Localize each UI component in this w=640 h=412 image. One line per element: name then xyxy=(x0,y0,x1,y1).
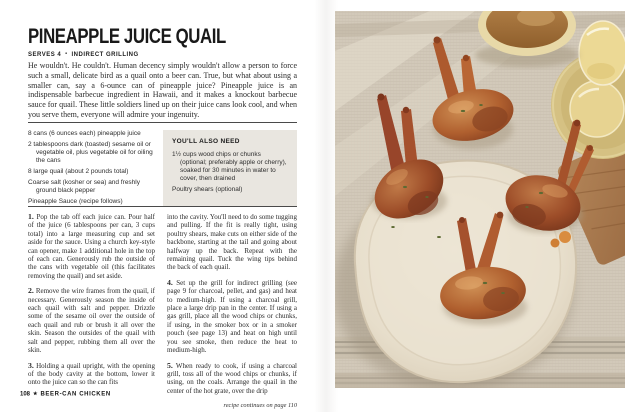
step-number: 3. xyxy=(28,360,34,370)
step-text: When ready to cook, if using a charcoal grill, toss all of the wood chips or chunks, if using, on the coals. Arrange the quail in the center of the hot grate, over the drip xyxy=(167,361,297,395)
step-text: Holding a quail upright, with the opening of the body cavity at the bottom, lower it onto the juice can so the can fits xyxy=(28,361,156,387)
ingredient-item: Coarse salt (kosher or sea) and freshly ground black pepper xyxy=(28,179,140,194)
step-text: Pop the tab off each juice can. Pour half of the juice (6 tablespoons per can, 3 cups total) into a large measuring cup and set aside for the sauce. Using a church key-style can opener, make 1 additional hole in the top of each can. Generously rub the outside of the cans with vegetable oil (this facilitates removing the quail) and set aside. xyxy=(28,213,156,280)
step-text: Set up the grill for indirect grilling (see page 9 for charcoal, pellet, and gas) and heat to medium-high. If using a charcoal grill, place a large drip pan in the center. If using a gas grill, place all the wood chips or chunks, if using, in the smoker box or in a smoker pouch (see page 13) and heat on high until you see smoke, then reduce the heat to medium-high. xyxy=(167,278,297,355)
bullet-separator-icon: • xyxy=(65,51,68,57)
steps-column-1 xyxy=(28,213,155,394)
serving-line xyxy=(28,51,139,58)
star-icon: ★ xyxy=(33,391,38,397)
step-text: Remove the wire frames from the quail, if necessary. Generously season the inside of each quail with salt and pepper. Drizzle some of the sesame oil over the outside of each quail and rub or brush it all over the skin. Season the outsides of the quail with salt and pepper, rubbing them all over the skin. xyxy=(28,287,156,355)
step-number: 2. xyxy=(28,286,34,296)
book-title: BEER-CAN CHICKEN xyxy=(40,391,111,398)
step-4 xyxy=(167,279,297,355)
ingredient-list xyxy=(28,130,156,209)
divider-top xyxy=(28,122,297,123)
quail-photo xyxy=(335,11,625,388)
sauce-bowl xyxy=(475,11,579,67)
ingredient-item: 2 tablespoons dark (toasted) sesame oil or vegetable oil, plus vegetable oil for oiling the cans xyxy=(28,141,153,164)
recipe-continues-note: recipe continues on page 110 xyxy=(223,402,297,410)
step-text: into the cavity. You'll need to do some tugging and pulling. If the fit is really tight, using poultry shears, make cuts on either side of the backbone, starting at the tail and going about halfway up the back. Repeat with the remaining quail. Tuck the wing tips behind the back of each quail. xyxy=(167,213,297,272)
serves-label: SERVES 4 xyxy=(28,52,62,58)
ingredient-item: 8 cans (6 ounces each) pineapple juice xyxy=(28,130,141,137)
intro-paragraph: He wouldn't. He couldn't. Human decency simply wouldn't allow a person to force such a small, delicate bird as a quail onto a beer can. True, but what about using a smaller can, say a 6-ounce can of pineapple juice? Pineapple juice is an indispensable barbecue ingredient in Hawaii, and it makes a knockout barbecue sauce for quail. These little soldiers lined up on their juice cans look cool, and when you serve them, everyone will admire your ingenuity. xyxy=(28,61,297,119)
step-1 xyxy=(28,213,155,280)
step-3 xyxy=(28,362,155,387)
step-5 xyxy=(167,362,297,396)
step-number: 5. xyxy=(167,360,173,370)
step-2 xyxy=(28,287,155,354)
quail-photo-svg xyxy=(335,11,625,388)
recipe-title: PINEAPPLE JUICE QUAIL xyxy=(28,25,226,48)
ingredient-item: 8 large quail (about 2 pounds total) xyxy=(28,168,129,175)
page-number: 108 xyxy=(20,391,31,398)
ingredient-item: Pineapple Sauce (recipe follows) xyxy=(28,198,123,205)
also-need-item: 1½ cups wood chips or chunks (optional; preferably apple or cherry), soaked for 30 minutes in water to cover, then drained xyxy=(172,151,287,182)
youll-also-need-box xyxy=(163,130,297,206)
youll-also-need-heading: YOU'LL ALSO NEED xyxy=(172,138,240,145)
recipe-page xyxy=(28,0,297,412)
divider-bottom xyxy=(28,206,297,207)
page-footer xyxy=(20,391,111,398)
step-3-continued xyxy=(167,213,297,272)
also-need-item: Poultry shears (optional) xyxy=(172,186,243,193)
step-number: 4. xyxy=(167,277,173,287)
steps-column-2 xyxy=(167,213,297,411)
method-label: INDIRECT GRILLING xyxy=(71,52,139,58)
step-number: 1. xyxy=(28,212,34,221)
